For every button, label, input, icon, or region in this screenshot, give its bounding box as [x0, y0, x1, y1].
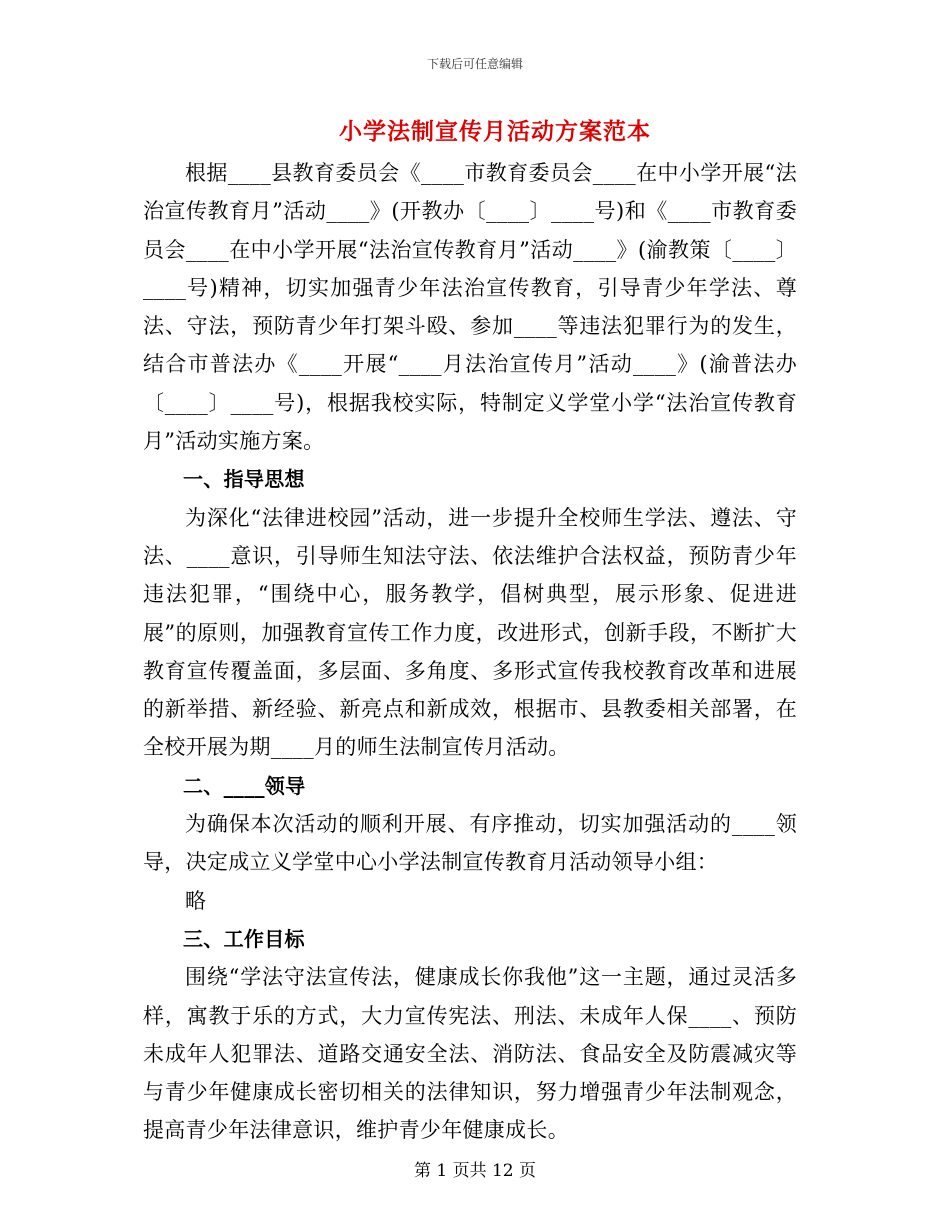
section-body-work-goals: 围绕“学法守法宣传法，健康成长你我他”这一主题，通过灵活多样，寓教于乐的方式，大力宣传宪法、刑法、未成年人保____、预防未成年人犯罪法、道路交通安全法、消防法、食品安全及防震减灾等与青少年健康成长密切相关的法律知识，努力增强青少年法制观念，提高青少年法律意识，维护青少年健康成长。: [143, 965, 797, 1143]
section-heading-work-goals: 三、工作目标: [183, 926, 305, 951]
document-title: 小学法制宣传月活动方案范本: [339, 118, 651, 145]
section-body-leadership: 为确保本次活动的顺利开展、有序推动，切实加强活动的____领导，决定成立义学堂中心小学法制宣传教育月活动领导小组：: [143, 812, 797, 875]
section-body-guiding-ideology: 为深化“法律进校园”活动，进一步提升全校师生学法、遵法、守法、____意识，引导师生知法守法、依法维护合法权益，预防青少年违法犯罪，“围绕中心，服务教学，倡树典型，展示形象、促进进展”的原则，加强教育宣传工作力度，改进形式，创新手段，不断扩大教育宣传覆盖面，多层面、多角度、多形式宣传我校教育改革和进展的新举措、新经验、新亮点和新成效，根据市、县教委相关部署，在全校开展为期____月的师生法制宣传月活动。: [143, 505, 797, 760]
header-note: 下载后可任意编辑: [426, 57, 523, 71]
section-heading-guiding-ideology: 一、指导思想: [183, 467, 305, 492]
document-body: [143, 154, 797, 1150]
page-number: 第 1 页共 12 页: [413, 1161, 537, 1181]
section-note-omitted: 略: [185, 888, 207, 913]
intro-paragraph: 根据____县教育委员会《____市教育委员会____在中小学开展“法治宣传教育月”活动____》(开教办〔____〕____号)和《____市教育委员会____在中小学开展“法治宣传教育月”活动____》(渝教策〔____〕____号)精神，切实加强青少年法治宣传教育，引导青少年学法、尊法、守法，预防青少年打架斗殴、参加____等违法犯罪行为的发生，结合市普法办《____开展“____月法治宣传月”活动____》(渝普法办〔____〕____号)，根据我校实际，特制定义学堂小学“法治宣传教育月”活动实施方案。: [143, 161, 797, 454]
section-heading-leadership: 二、____领导: [183, 773, 306, 798]
